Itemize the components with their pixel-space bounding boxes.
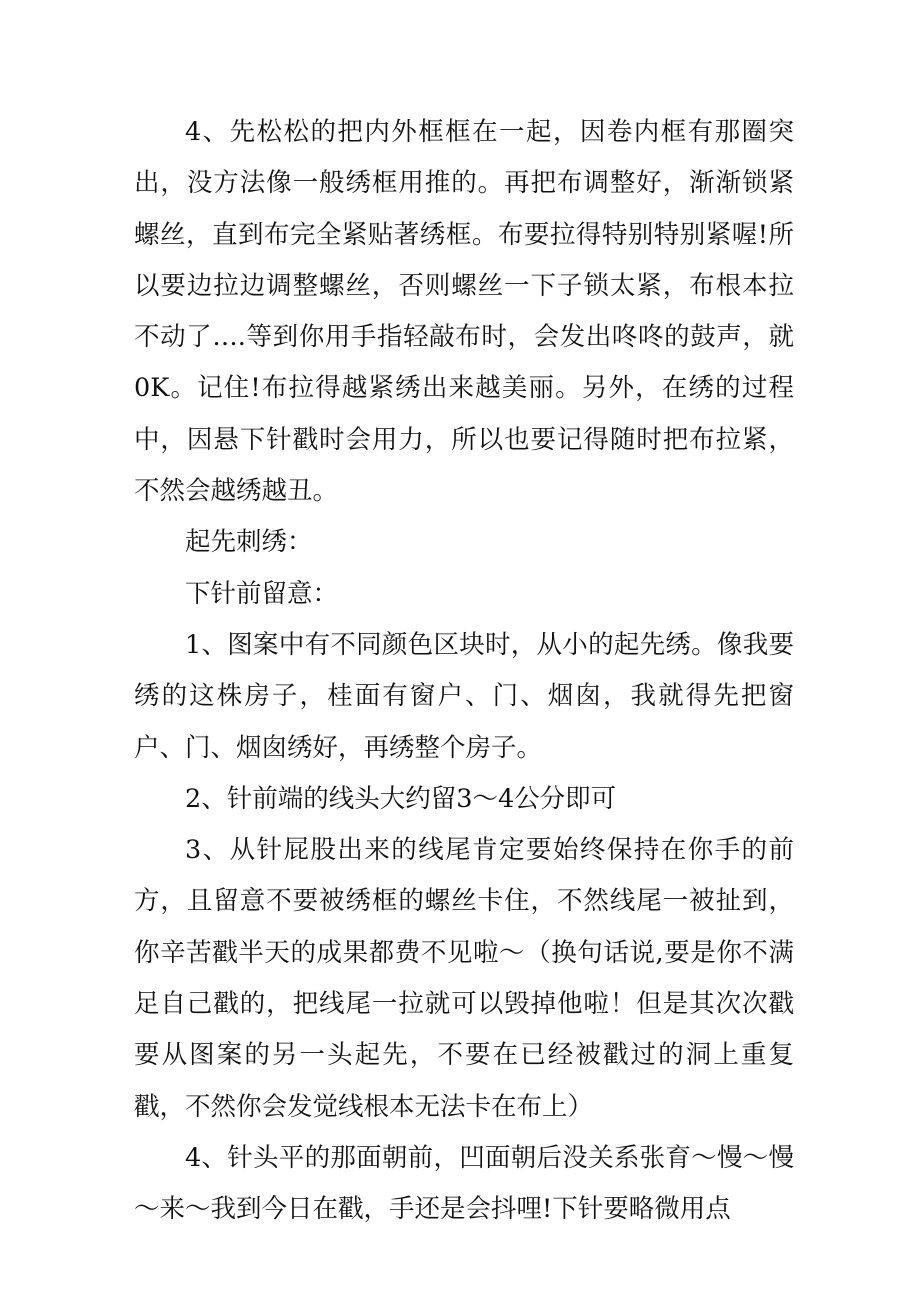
paragraph-tip-2: 2、针前端的线头大约留3～4公分即可 — [185, 783, 617, 814]
paragraph-before-needle: 下针前留意： — [185, 578, 339, 609]
document-body — [134, 107, 794, 1236]
paragraph-tip-4: 4、针头平的那面朝前，凹面朝后没关系张育～慢～慢～来～我到今日在戳，手还是会抖哩!下针要略微用点 — [134, 1142, 794, 1225]
paragraph-tip-1: 1、图案中有不同颜色区块时，从小的起先绣。像我要绣的这株房子，桂面有窗户、门、烟囱，我就得先把窗户、门、烟囱绣好，再绣整个房子。 — [134, 629, 794, 763]
paragraph-tip-3: 3、从针屁股出来的线尾肯定要始终保持在你手的前方，且留意不要被绣框的螺丝卡住，不然线尾一被扯到，你辛苦戳半天的成果都费不见啦～（换句话说,要是你不满足自己戳的，把线尾一拉就可以毁掉他啦！但是其次次戳要从图案的另一头起先，不要在已经被戳过的洞上重复戳，不然你会发觉线根本无法卡在布上） — [134, 835, 794, 1122]
paragraph-frame-tightening: 4、先松松的把内外框框在一起，因卷内框有那圈突出，没方法像一般绣框用推的。再把布调整好，渐渐锁紧螺丝，直到布完全紧贴著绣框。布要拉得特别特别紧喔!所以要边拉边调整螺丝，否则螺丝一下子锁太紧，布根本拉不动了….等到你用手指轻敲布时，会发出咚咚的鼓声，就0K。记住!布拉得越紧绣出来越美丽。另外，在绣的过程中，因悬下针戳时会用力，所以也要记得随时把布拉紧，不然会越绣越丑。 — [134, 117, 794, 507]
paragraph-start-embroidery: 起先刺绣： — [185, 527, 313, 558]
